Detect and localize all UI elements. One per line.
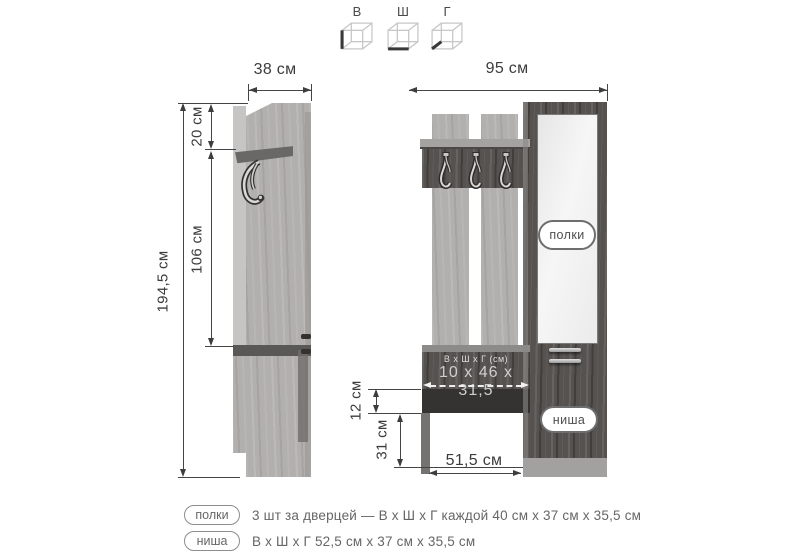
depth-axis-label: Г	[443, 4, 451, 19]
side-door-edge	[298, 350, 308, 442]
dim-arrow	[429, 470, 437, 476]
side-handle-upper	[301, 334, 311, 339]
dim-line	[429, 473, 521, 474]
coat-hook-icon	[497, 151, 515, 197]
legend-row-niche	[184, 531, 475, 551]
dim-arrow	[423, 382, 431, 388]
coat-hook-icon	[467, 151, 485, 197]
opening-width-dim-label: 51,5 см	[445, 452, 503, 469]
under-bench-dim-label: 31 см	[373, 419, 391, 460]
legend-row-shelves	[184, 505, 641, 525]
dim-arrow	[599, 87, 607, 93]
side-total-height-dim-label: 194,5 см	[154, 250, 172, 313]
height-cube-icon	[340, 21, 374, 51]
side-middle-section-dim-label: 106 см	[188, 225, 206, 274]
dim-arrow	[409, 87, 417, 93]
height-axis-icon-group	[339, 4, 375, 56]
side-handle-lower	[301, 349, 311, 354]
dim-line	[211, 153, 212, 344]
mirror-panel-left-edge	[523, 102, 528, 458]
dim-arrow	[208, 141, 214, 149]
dim-ext-line	[248, 84, 249, 101]
side-back-panel-edge	[233, 106, 246, 346]
coat-hook-icon	[437, 151, 455, 197]
legend-niche-text: В х Ш х Г 52,5 см х 37 см х 35,5 см	[252, 533, 476, 549]
dim-arrow	[521, 382, 529, 388]
dim-arrow	[208, 104, 214, 112]
height-axis-label: В	[352, 4, 362, 19]
bench-height-dim-label: 12 см	[347, 380, 365, 421]
drawer-handle	[549, 348, 581, 352]
dim-ext-line	[178, 477, 240, 478]
legend-shelves-text: 3 шт за дверцей — В х Ш х Г каждой 40 см х 37 см х 35,5 см	[252, 507, 642, 523]
coat-hook-side-icon	[237, 158, 269, 216]
dim-arrow	[513, 470, 521, 476]
front-left-side-wall	[421, 413, 430, 474]
dim-arrow	[373, 389, 379, 397]
dim-arrow	[397, 414, 403, 422]
bench-width-dashed-line	[430, 385, 522, 387]
dim-ext-line	[205, 149, 236, 150]
dim-line	[400, 416, 401, 465]
side-base-recess	[233, 453, 246, 477]
side-top-section-dim-label: 20 см	[188, 106, 206, 147]
dim-arrow	[208, 338, 214, 346]
front-shelf	[420, 139, 530, 149]
dim-ext-line	[607, 84, 608, 101]
depth-axis-icon-group	[429, 4, 465, 56]
dim-arrow	[249, 87, 257, 93]
bench-spec-header: В х Ш х Г (см)	[443, 354, 509, 364]
dim-ext-line	[205, 346, 234, 347]
dim-line	[409, 90, 607, 91]
niche-badge: ниша	[540, 406, 598, 433]
dim-line	[249, 90, 311, 91]
dim-arrow	[208, 151, 214, 159]
side-depth-dim-label: 38 см	[253, 61, 297, 78]
front-width-dim-label: 95 см	[485, 60, 529, 77]
mirror-panel-base	[523, 458, 607, 477]
drawer-handle	[549, 359, 581, 363]
dim-arrow	[180, 103, 186, 111]
shelves-badge: полки	[538, 220, 596, 250]
dim-arrow	[303, 87, 311, 93]
width-cube-icon	[386, 21, 420, 51]
width-axis-icon-group	[385, 4, 421, 56]
depth-cube-icon	[430, 21, 464, 51]
bench-spec-values: 10 х 46 х 31,5	[439, 364, 513, 399]
dim-arrow	[397, 459, 403, 467]
width-axis-label: Ш	[397, 4, 409, 19]
bench-top-edge	[422, 345, 530, 352]
legend-shelves-badge: полки	[184, 505, 240, 525]
legend-niche-badge: ниша	[184, 531, 240, 551]
dim-ext-line	[311, 84, 312, 101]
dim-line	[183, 105, 184, 473]
dim-arrow	[180, 469, 186, 477]
